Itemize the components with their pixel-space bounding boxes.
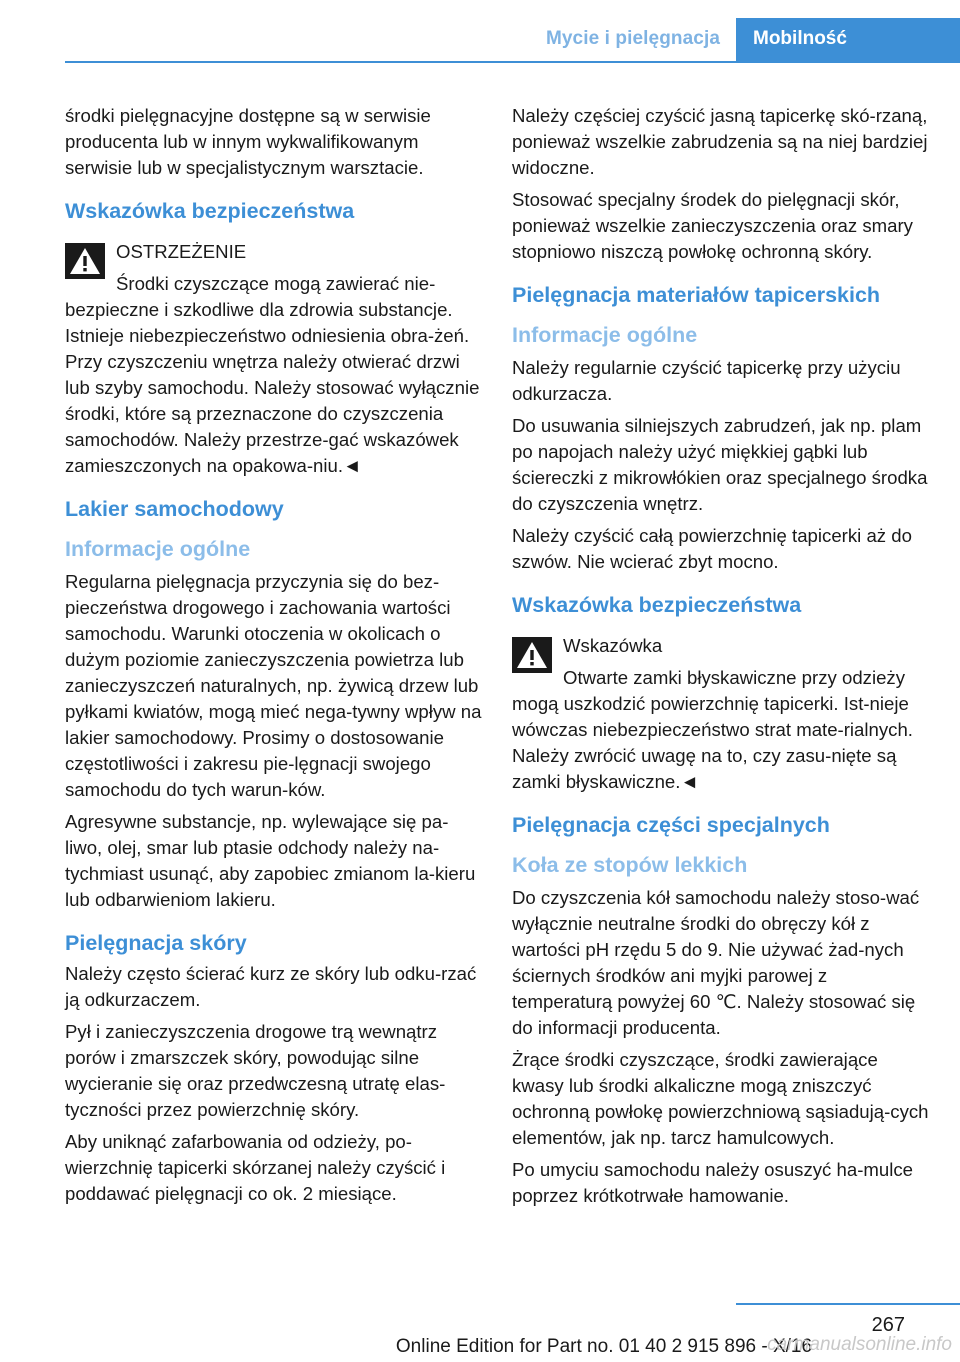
page-number: 267 xyxy=(871,1314,905,1336)
srodek-paragraph: Stosować specjalny środek do pielęgnacji skór, ponieważ wszelkie zanieczyszczenia oraz smary stopniowo niszczą powłokę ochronną skóry. xyxy=(512,189,913,262)
footer-rule xyxy=(736,1303,960,1305)
edition-text: Online Edition for Part no. 01 40 2 915 896 - X/16 xyxy=(395,1336,813,1357)
notice-text: mogą uszkodzić powierzchnię tapicerki. Ist-nieje wówczas niebezpieczeństwo strat mate-rialnych. Należy zwrócić uwagę na to, czy zasu-nięte są zamki błyskawiczne.◄ xyxy=(512,693,913,792)
kola-heading: Koła ze stopów lekkich xyxy=(512,853,748,877)
kola-paragraph-1: Do czyszczenia kół samochodu należy stoso-wać wyłącznie neutralne środki do obręczy kół z wartości pH rzędu 5 do 9. Nie używać żad-nych ściernych środków ani myjki parowej z temperaturą powyżej 60 ℃. Należy stosować się do informacji producenta. xyxy=(512,887,920,1038)
right-column xyxy=(512,103,932,1215)
kola-paragraph-2: Żrące środki czyszczące, środki zawierające kwasy lub środki alkaliczne mogą zniszczyć ochronną powłokę powierzchniową sąsiadują-cych elementów, jak np. tarcz hamulcowych. xyxy=(512,1049,929,1148)
warning-triangle-icon xyxy=(512,637,552,673)
watermark: carmanualsonline.info xyxy=(767,1334,952,1355)
warning-triangle-icon xyxy=(65,243,105,279)
safety-heading-right: Wskazówka bezpieczeństwa xyxy=(512,593,802,617)
warning-label: OSTRZEŻENIE xyxy=(116,241,247,262)
tapicer-heading: Pielęgnacja materiałów tapicerskich xyxy=(512,283,881,307)
skora-paragraph-3: Aby uniknąć zafarbowania od odzieży, po-wierzchnię tapicerki skórzanej należy czyścić i poddawać pielęgnacji co ok. 2 miesiące. xyxy=(65,1131,446,1204)
warning-first-line: Środki czyszczące mogą zawierać nie- xyxy=(116,273,436,294)
tapicer-paragraph-3: Należy czyścić całą powierzchnię tapicerki aż do szwów. Nie wcierać zbyt mocno. xyxy=(512,525,912,572)
jasna-tapicerka-paragraph: Należy częściej czyścić jasną tapicerkę skó-rzaną, ponieważ wszelkie zabrudzenia są na niej bardziej widoczne. xyxy=(512,105,928,178)
special-heading: Pielęgnacja części specjalnych xyxy=(512,813,830,837)
lakier-paragraph-1: Regularna pielęgnacja przyczynia się do bez-pieczeństwa drogowego i zachowania wartości samochodu. Warunki otoczenia w okolicach o dużym poziomie zanieczyszczenia powietrza lub zanieczyszczeń naturalnych, np. żywicą drzew lub pyłkami kwiatów, mogą mieć nega-tywny wpływ na lakier samochodowy. Prosimy o dostosowanie częstotliwości i zakresu pie-lęgnacji swojego samochodu do tych warun-ków. xyxy=(65,571,482,800)
notice-block xyxy=(512,633,932,795)
header-chapter-tab: Mobilność xyxy=(736,18,960,62)
warning-block xyxy=(65,239,483,479)
safety-heading: Wskazówka bezpieczeństwa xyxy=(65,199,355,223)
notice-label: Wskazówka xyxy=(563,635,663,656)
left-column xyxy=(65,103,483,1213)
skora-paragraph-2: Pył i zanieczyszczenia drogowe trą wewnątrz porów i zmarszczek skóry, powodując silne wycieranie się oraz przedwczesną utratę elas-tyczności przez powierzchnię skóry. xyxy=(65,1021,446,1120)
warning-text: bezpieczne i szkodliwe dla zdrowia substancje. Istnieje niebezpieczeństwo odniesienia obra-żeń. Przy czyszczeniu wnętrza należy otwierać drzwi lub szyby samochodu. Należy stosować wyłącznie środki, które są przeznaczone do czyszczenia samochodów. Należy przestrze-gać wskazówek zamieszczonych na opakowa-niu.◄ xyxy=(65,299,480,476)
tapicer-info-heading: Informacje ogólne xyxy=(512,323,698,347)
kola-paragraph-3: Po umyciu samochodu należy osuszyć ha-mulce poprzez krótkotrwałe hamowanie. xyxy=(512,1159,913,1206)
header-section-title: Mycie i pielęgnacja xyxy=(545,28,720,49)
skora-paragraph-1: Należy często ścierać kurz ze skóry lub odku-rzać ją odkurzaczem. xyxy=(65,963,477,1010)
intro-paragraph: środki pielęgnacyjne dostępne są w serwisie producenta lub w innym wykwalifikowanym serwisie lub w specjalistycznym warsztacie. xyxy=(65,105,431,178)
lakier-paragraph-2: Agresywne substancje, np. wylewające się pa-liwo, olej, smar lub ptasie odchody należy na-tychmiast usunąć, aby zapobiec zmianom la-kieru lub odbarwieniom lakieru. xyxy=(65,811,476,910)
skora-heading: Pielęgnacja skóry xyxy=(65,931,247,955)
header-rule xyxy=(65,61,960,63)
notice-first-line: Otwarte zamki błyskawiczne przy odzieży xyxy=(563,667,906,688)
page-header xyxy=(0,0,960,62)
lakier-info-heading: Informacje ogólne xyxy=(65,537,251,561)
tapicer-paragraph-1: Należy regularnie czyścić tapicerkę przy użyciu odkurzacza. xyxy=(512,357,901,404)
lakier-heading: Lakier samochodowy xyxy=(65,497,284,521)
tapicer-paragraph-2: Do usuwania silniejszych zabrudzeń, jak np. plam po napojach należy użyć miękkiej gąbki lub ściereczki z mikrowłókien oraz specjalnego środka do czyszczenia wnętrz. xyxy=(512,415,928,514)
